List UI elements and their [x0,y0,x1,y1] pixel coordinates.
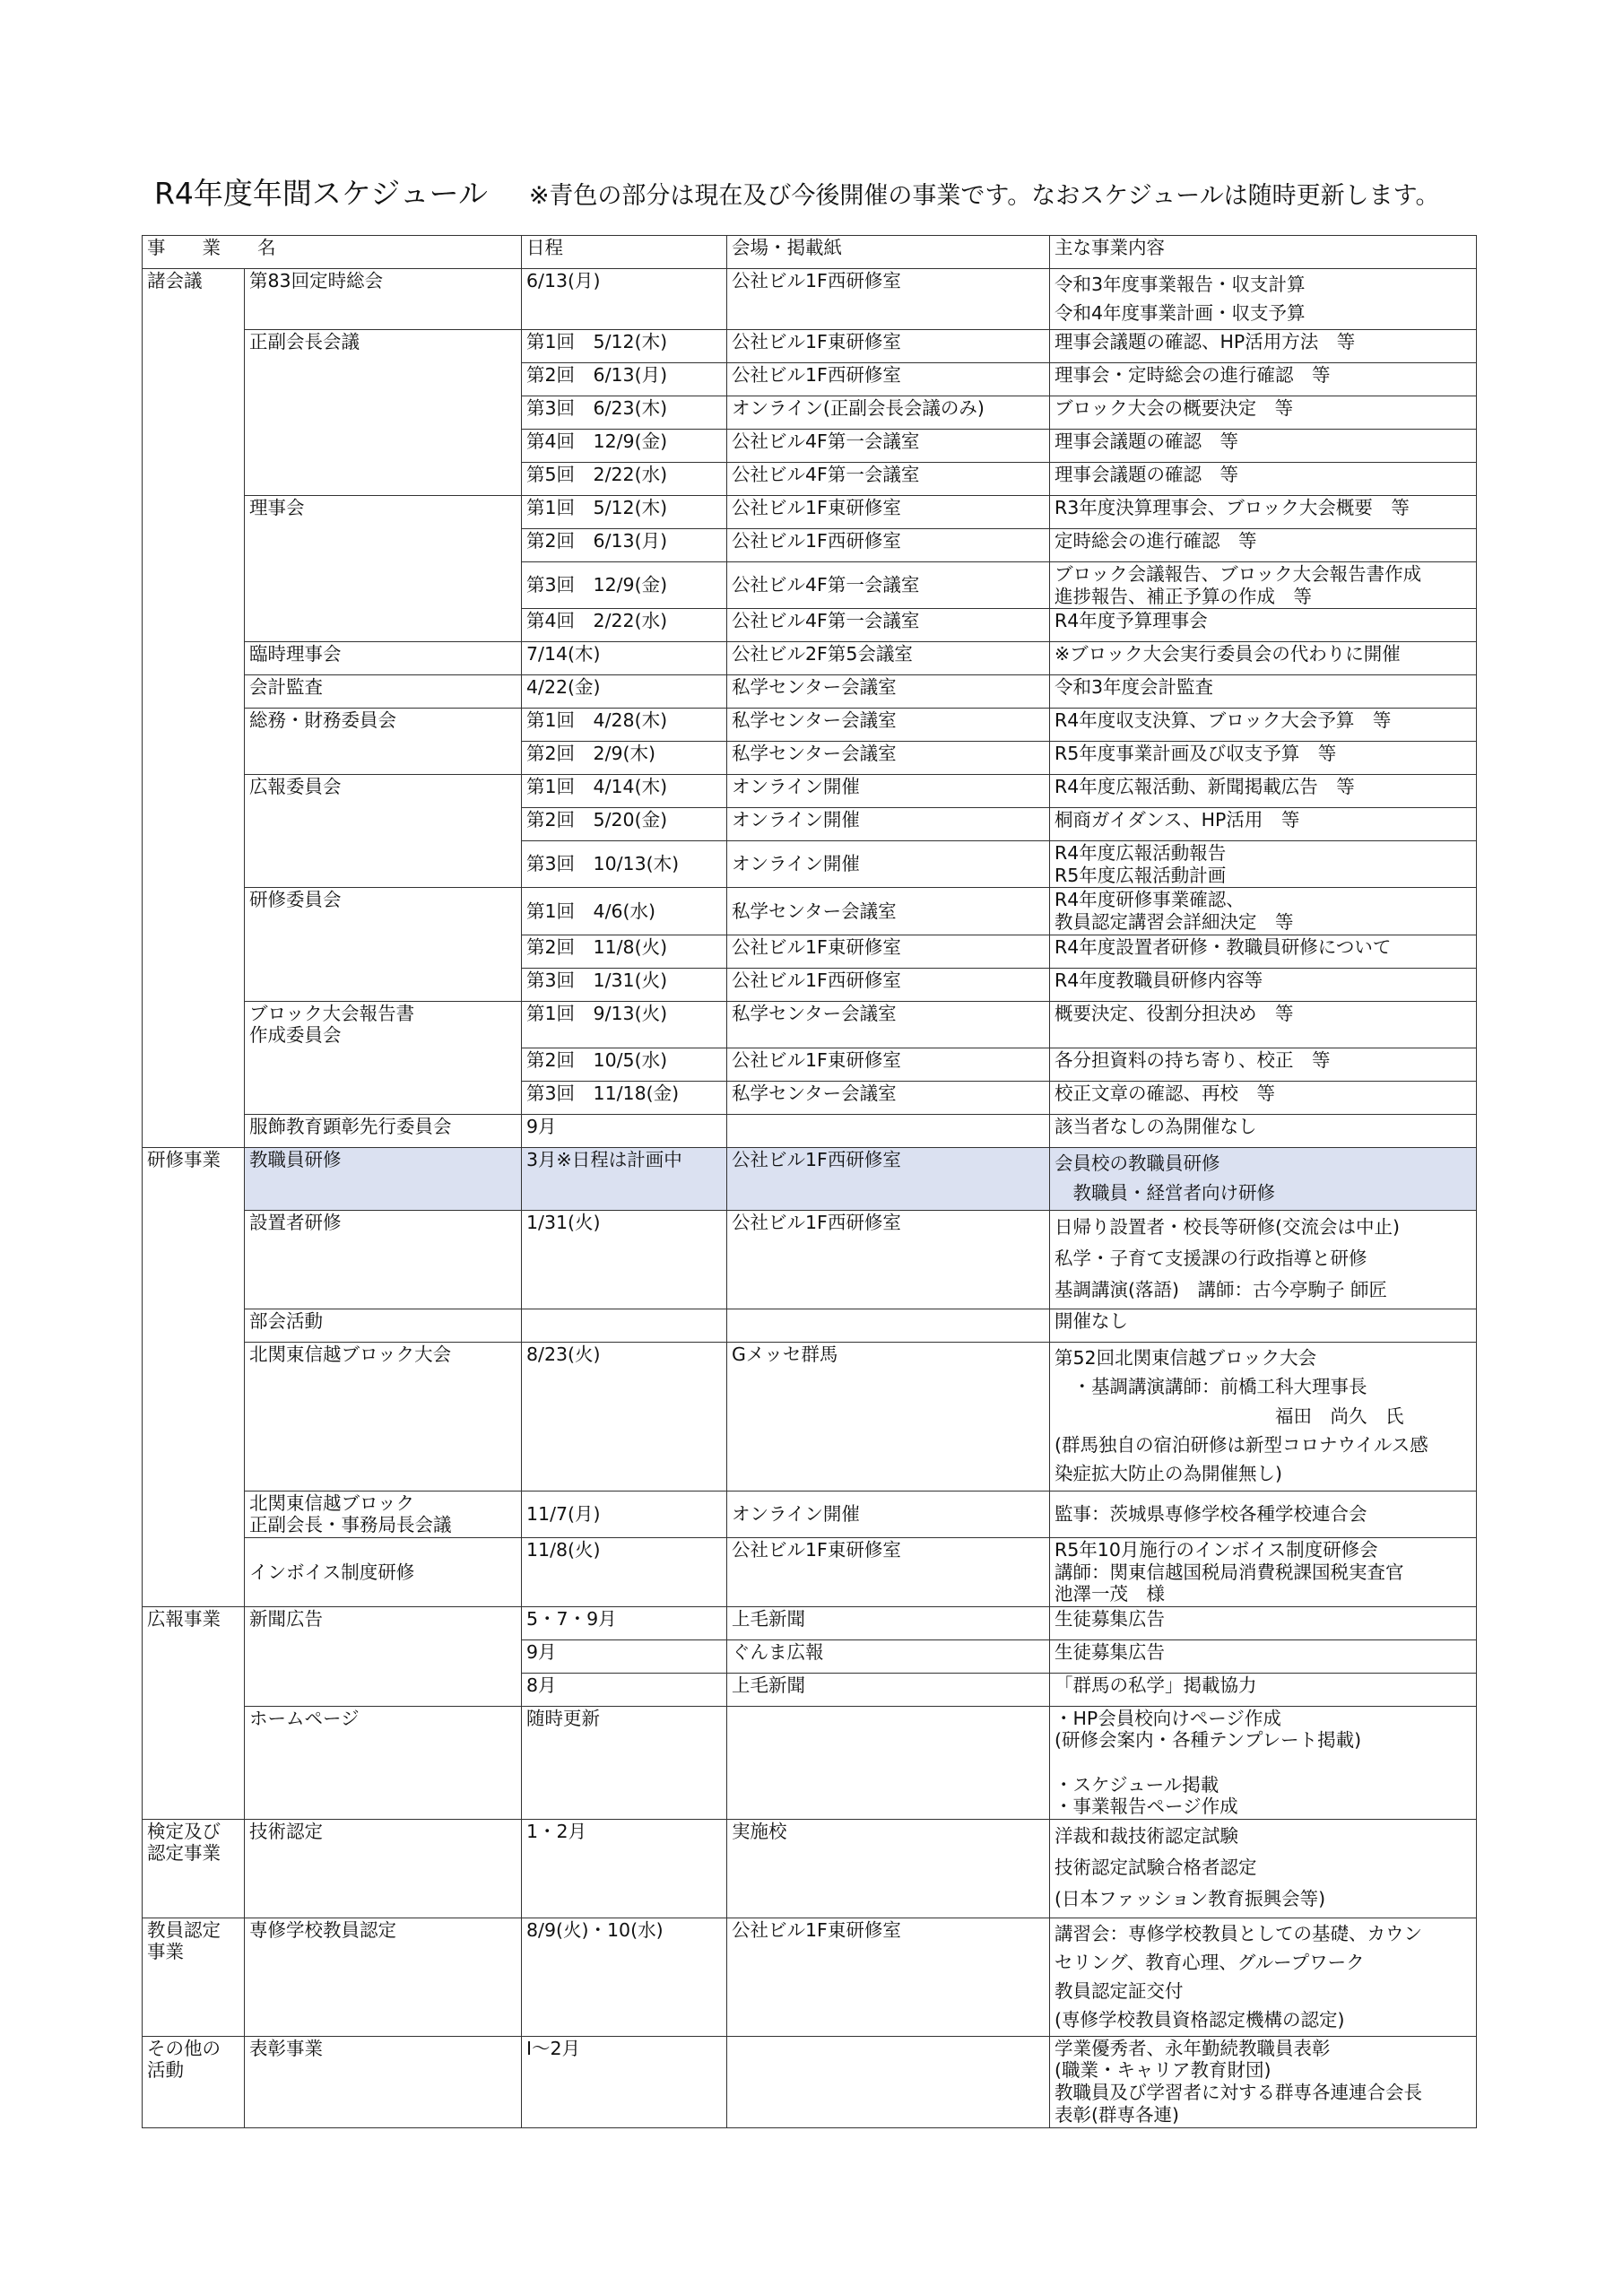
header-event-name: 事 業 名 [143,236,522,269]
content-cell [1050,529,1477,562]
content-line: 洋裁和裁技術認定試験 [1055,1824,1238,1847]
event-name-cell: 会計監査 [245,675,522,709]
date-cell: 9月 [522,1639,727,1673]
header-venue: 会場・掲載紙 [727,236,1050,269]
venue-cell: 公社ビル1F東研修室 [727,496,1050,529]
event-name-cell [245,529,522,562]
category-cell: 教員認定 事業 [143,1918,245,2036]
content-line: 理事会議題の確認 等 [1055,464,1238,485]
category-cell [143,496,245,529]
date-cell: 第4回 12/9(金) [522,430,727,463]
content-line: 生徒募集広告 [1055,1607,1165,1630]
venue-cell: 公社ビル1F東研修室 [727,1918,1050,2036]
event-name-cell [245,808,522,841]
content-cell [1050,935,1477,968]
content-cell [1050,1309,1477,1342]
content-cell [1050,463,1477,496]
event-name-cell: 部会活動 [245,1309,522,1342]
content-cell [1050,1673,1477,1706]
content-cell [1050,1081,1477,1114]
table-row [143,642,1477,675]
content-line: 理事会議題の確認、HP活用方法 等 [1055,331,1356,352]
category-cell [143,1114,245,1147]
content-line: 理事会・定時総会の進行確認 等 [1055,364,1331,386]
table-row [143,1114,1477,1147]
date-cell: 3月※日程は計画中 [522,1147,727,1210]
content-line: R4年度広報活動報告 [1055,842,1227,865]
date-cell: 第3回 10/13(木) [522,841,727,888]
table-row [143,2036,1477,2127]
table-row [143,1918,1477,2036]
date-cell: 8/23(火) [522,1342,727,1491]
venue-cell: 公社ビル4F第一会議室 [727,609,1050,642]
date-cell [522,1309,727,1342]
date-cell: 第1回 4/6(水) [522,888,727,935]
event-name-cell: 専修学校教員認定 [245,1918,522,2036]
date-cell: 第2回 10/5(水) [522,1048,727,1081]
venue-cell: オンライン開催 [727,808,1050,841]
category-cell [143,1210,245,1309]
venue-cell [727,1114,1050,1147]
date-cell: 第3回 11/18(金) [522,1081,727,1114]
venue-cell: 公社ビル1F東研修室 [727,330,1050,363]
event-name-cell [245,1673,522,1706]
table-row [143,1537,1477,1606]
category-cell [143,675,245,709]
content-line: R4年度予算理事会 [1055,610,1208,632]
event-name-cell: 正副会長会議 [245,330,522,363]
category-cell [143,1706,245,1819]
event-name-cell [245,742,522,775]
event-name-cell: 新聞広告 [245,1606,522,1639]
table-row [143,1639,1477,1673]
content-line: 講習会：専修学校教員としての基礎、カウン [1055,1922,1422,1944]
event-name-cell: ホームページ [245,1706,522,1819]
content-line: 生徒募集広告 [1055,1640,1165,1663]
table-row [143,496,1477,529]
content-line: ブロック会議報告、ブロック大会報告書作成 [1055,563,1422,585]
content-line: 基調講演(落語) 講師：古今亭駒子 師匠 [1055,1279,1388,1301]
category-cell [143,1001,245,1048]
content-cell [1050,1001,1477,1048]
category-cell [143,775,245,808]
content-line: R5年度事業計画及び収支予算 等 [1055,743,1337,765]
table-row [143,1819,1477,1918]
content-line: ・基調講演講師：前橋工科大理事長 [1055,1376,1367,1398]
category-cell [143,463,245,496]
event-name-cell [245,609,522,642]
table-row [143,888,1477,935]
category-cell [143,1342,245,1491]
category-cell [143,935,245,968]
venue-cell: 公社ビル1F東研修室 [727,935,1050,968]
venue-cell [727,1309,1050,1342]
venue-cell: 公社ビル1F西研修室 [727,529,1050,562]
table-row [143,808,1477,841]
table-row [143,1342,1477,1491]
content-cell [1050,742,1477,775]
content-cell [1050,269,1477,330]
event-name-cell [245,1639,522,1673]
table-row [143,1309,1477,1342]
category-cell [143,968,245,1001]
date-cell: 第1回 4/28(木) [522,709,727,742]
table-header-row [143,236,1477,269]
table-row [143,1491,1477,1537]
content-cell [1050,609,1477,642]
venue-cell: 公社ビル4F第一会議室 [727,463,1050,496]
table-row [143,529,1477,562]
date-cell: 8/9(火)・10(水) [522,1918,727,2036]
category-cell [143,841,245,888]
table-row [143,1210,1477,1309]
venue-cell [727,2036,1050,2127]
venue-cell: 公社ビル1F西研修室 [727,363,1050,396]
event-name-cell [245,562,522,609]
content-cell [1050,1537,1477,1606]
content-line: 福田 尚久 氏 [1055,1405,1404,1427]
venue-cell: 私学センター会議室 [727,675,1050,709]
content-line: 第52回北関東信越ブロック大会 [1055,1346,1317,1369]
category-cell [143,609,245,642]
event-name-cell: 北関東信越ブロック 正副会長・事務局長会議 [245,1491,522,1537]
content-line: (日本ファッション教育振興会等) [1055,1888,1326,1910]
table-row [143,1706,1477,1819]
content-cell [1050,496,1477,529]
table-row [143,463,1477,496]
content-line: ・スケジュール掲載 [1055,1773,1219,1796]
venue-cell: 公社ビル1F西研修室 [727,1147,1050,1210]
date-cell: 第1回 9/13(火) [522,1001,727,1048]
event-name-cell: 技術認定 [245,1819,522,1918]
content-line: 令和3年度事業報告・収支計算 [1055,274,1306,295]
table-row [143,742,1477,775]
event-name-cell: 総務・財務委員会 [245,709,522,742]
venue-cell: Gメッセ群馬 [727,1342,1050,1491]
category-cell: 諸会議 [143,269,245,330]
venue-cell: 実施校 [727,1819,1050,1918]
date-cell: 8月 [522,1673,727,1706]
content-cell [1050,808,1477,841]
content-line: (職業・キャリア教育財団) [1055,2059,1271,2082]
date-cell: 第1回 4/14(木) [522,775,727,808]
event-name-cell [245,363,522,396]
header-content: 主な事業内容 [1050,236,1477,269]
content-line: 進捗報告、補正予算の作成 等 [1055,585,1312,607]
event-name-cell: 臨時理事会 [245,642,522,675]
content-line: 令和3年度会計監査 [1055,676,1214,699]
date-cell: 第5回 2/22(水) [522,463,727,496]
content-line: (研修会案内・各種テンプレート掲載) [1055,1729,1362,1752]
content-line [1055,1752,1471,1774]
category-cell [143,396,245,430]
content-cell [1050,1114,1477,1147]
content-line: R4年度広報活動、新聞掲載広告 等 [1055,776,1355,798]
date-cell: 第1回 5/12(木) [522,496,727,529]
content-cell [1050,1639,1477,1673]
table-row [143,841,1477,888]
content-cell [1050,330,1477,363]
schedule-title: R4年度年間スケジュール [154,176,488,211]
content-line: R5年10月施行のインボイス制度研修会 [1055,1538,1378,1561]
table-row [143,1048,1477,1081]
event-name-cell [245,430,522,463]
content-line: 池澤一茂 様 [1055,1583,1165,1605]
date-cell: 1/31(火) [522,1210,727,1309]
date-cell: 1・2月 [522,1819,727,1918]
content-cell [1050,968,1477,1001]
table-row [143,709,1477,742]
content-line: ブロック大会の概要決定 等 [1055,397,1294,419]
venue-cell: オンライン(正副会長会議のみ) [727,396,1050,430]
date-cell: 第2回 2/9(木) [522,742,727,775]
date-cell: 第2回 11/8(火) [522,935,727,968]
content-line: 学業優秀者、永年勤続教職員表彰 [1055,2037,1331,2059]
table-row [143,1673,1477,1706]
content-cell [1050,709,1477,742]
event-name-cell: 第83回定時総会 [245,269,522,330]
event-name-cell: ブロック大会報告書 作成委員会 [245,1001,522,1048]
venue-cell: 私学センター会議室 [727,1081,1050,1114]
content-line: 該当者なしの為開催なし [1055,1115,1257,1137]
content-line: 教員認定講習会詳細決定 等 [1055,910,1294,933]
venue-cell: 公社ビル1F東研修室 [727,1048,1050,1081]
content-line: R4年度研修事業確認、 [1055,889,1245,911]
content-line: (専修学校教員資格認定機構の認定) [1055,2008,1345,2031]
event-name-cell [245,1048,522,1081]
category-cell: その他の 活動 [143,2036,245,2127]
content-cell [1050,1606,1477,1639]
content-line: R4年度設置者研修・教職員研修について [1055,935,1392,958]
event-name-cell: 北関東信越ブロック大会 [245,1342,522,1491]
category-cell [143,1537,245,1606]
content-line: 「群馬の私学」掲載協力 [1055,1674,1257,1696]
content-line: 概要決定、役割分担決め 等 [1055,1002,1294,1024]
category-cell [143,330,245,363]
date-cell: 6/13(月) [522,269,727,330]
event-name-cell [245,463,522,496]
content-line: 校正文章の確認、再校 等 [1055,1082,1275,1104]
content-line: 日帰り設置者・校長等研修(交流会は中止) [1055,1215,1400,1238]
content-cell [1050,1491,1477,1537]
table-row [143,609,1477,642]
category-cell [143,1639,245,1673]
table-row [143,935,1477,968]
category-cell [143,1491,245,1537]
event-name-cell: 表彰事業 [245,2036,522,2127]
venue-cell: 公社ビル1F西研修室 [727,1210,1050,1309]
category-cell [143,888,245,935]
content-line: R3年度決算理事会、ブロック大会概要 等 [1055,497,1410,518]
table-row [143,1606,1477,1639]
date-cell: 第3回 1/31(火) [522,968,727,1001]
content-line: ※ブロック大会実行委員会の代わりに開催 [1055,643,1401,665]
date-cell: 9月 [522,1114,727,1147]
table-row [143,330,1477,363]
venue-cell: 公社ビル1F西研修室 [727,968,1050,1001]
venue-cell [727,1706,1050,1819]
venue-cell: 公社ビル4F第一会議室 [727,430,1050,463]
content-line: 令和4年度事業計画・収支予算 [1055,302,1306,324]
event-name-cell: 教職員研修 [245,1147,522,1210]
event-name-cell: 服飾教育顕彰先行委員会 [245,1114,522,1147]
content-cell [1050,675,1477,709]
venue-cell: 私学センター会議室 [727,709,1050,742]
venue-cell: 公社ビル4F第一会議室 [727,562,1050,609]
date-cell: 第2回 6/13(月) [522,529,727,562]
content-cell [1050,888,1477,935]
date-cell: 第2回 6/13(月) [522,363,727,396]
venue-cell: オンライン開催 [727,775,1050,808]
event-name-cell: 設置者研修 [245,1210,522,1309]
content-cell [1050,430,1477,463]
table-row [143,675,1477,709]
schedule-table [142,235,1477,2128]
schedule-note: ※青色の部分は現在及び今後開催の事業です。なおスケジュールは随時更新します。 [528,182,1440,210]
content-cell [1050,1210,1477,1309]
content-line: 監事：茨城県専修学校各種学校連合会 [1055,1503,1367,1526]
content-line: 教員認定証交付 [1055,1979,1184,2002]
date-cell: 第1回 5/12(木) [522,330,727,363]
venue-cell: 私学センター会議室 [727,888,1050,935]
content-cell [1050,775,1477,808]
category-cell [143,430,245,463]
category-cell [143,742,245,775]
date-cell: 5・7・9月 [522,1606,727,1639]
content-cell [1050,396,1477,430]
venue-cell: 私学センター会議室 [727,742,1050,775]
date-cell: 第3回 12/9(金) [522,562,727,609]
content-line: R4年度教職員研修内容等 [1055,969,1263,991]
venue-cell: ぐんま広報 [727,1639,1050,1673]
content-line: (群馬独自の宿泊研修は新型コロナウイルス感 [1055,1433,1428,1456]
content-cell [1050,1819,1477,1918]
category-cell [143,709,245,742]
table-row [143,1147,1477,1210]
content-line: 開催なし [1055,1309,1128,1332]
event-name-cell [245,396,522,430]
category-cell [143,562,245,609]
event-name-cell: 研修委員会 [245,888,522,935]
category-cell: 検定及び 認定事業 [143,1819,245,1918]
content-line: 桐商ガイダンス、HP活用 等 [1055,809,1300,831]
table-row [143,396,1477,430]
venue-cell: オンライン開催 [727,841,1050,888]
category-cell [143,1048,245,1081]
table-row [143,1081,1477,1114]
date-cell: 第3回 6/23(木) [522,396,727,430]
event-name-cell [245,841,522,888]
content-line: 私学・子育て支援課の行政指導と研修 [1055,1248,1367,1270]
category-cell [143,1081,245,1114]
date-cell: 11/8(火) [522,1537,727,1606]
date-cell: Ⅰ～2月 [522,2036,727,2127]
category-cell: 広報事業 [143,1606,245,1639]
venue-cell: 公社ビル1F東研修室 [727,1537,1050,1606]
event-name-cell: インボイス制度研修 [245,1537,522,1606]
table-row [143,363,1477,396]
venue-cell: オンライン開催 [727,1491,1050,1537]
table-row [143,775,1477,808]
content-line: R4年度収支決算、ブロック大会予算 等 [1055,709,1392,732]
venue-cell: 公社ビル2F第5会議室 [727,642,1050,675]
header-date: 日程 [522,236,727,269]
category-cell [143,363,245,396]
date-cell: 11/7(月) [522,1491,727,1537]
content-line: セリング、教育心理、グループワーク [1055,1951,1365,1973]
date-cell: 随時更新 [522,1706,727,1819]
event-name-cell [245,935,522,968]
content-cell [1050,841,1477,888]
content-line: 表彰(群専各連) [1055,2103,1179,2126]
content-cell [1050,1048,1477,1081]
content-line: 教職員及び学習者に対する群専各連連合会長 [1055,2081,1422,2103]
content-cell [1050,1918,1477,2036]
category-cell [143,1309,245,1342]
page-title [154,170,1440,213]
category-cell [143,642,245,675]
table-row [143,968,1477,1001]
venue-cell: 上毛新聞 [727,1673,1050,1706]
content-line: 理事会議題の確認 等 [1055,430,1238,452]
category-cell [143,808,245,841]
date-cell: 第4回 2/22(水) [522,609,727,642]
table-row [143,1001,1477,1048]
table-row [143,562,1477,609]
content-line: 技術認定試験合格者認定 [1055,1857,1257,1879]
content-cell [1050,2036,1477,2127]
category-cell [143,529,245,562]
content-line: 各分担資料の持ち寄り、校正 等 [1055,1048,1331,1071]
content-line: 染症拡大防止の為開催無し) [1055,1463,1282,1485]
table-row [143,269,1477,330]
event-name-cell [245,968,522,1001]
date-cell: 第2回 5/20(金) [522,808,727,841]
content-line: 会員校の教職員研修 [1055,1152,1220,1174]
content-line: 講師：関東信越国税局消費税課国税実査官 [1055,1561,1404,1583]
content-line: ・事業報告ページ作成 [1055,1796,1238,1818]
content-cell [1050,1706,1477,1819]
content-line: 教職員・経営者向け研修 [1055,1181,1275,1204]
category-cell: 研修事業 [143,1147,245,1210]
event-name-cell: 広報委員会 [245,775,522,808]
date-cell: 7/14(木) [522,642,727,675]
date-cell: 4/22(金) [522,675,727,709]
content-line: ・HP会員校向けページ作成 [1055,1707,1281,1729]
event-name-cell: 理事会 [245,496,522,529]
content-cell [1050,1147,1477,1210]
event-name-cell [245,1081,522,1114]
content-line: 定時総会の進行確認 等 [1055,530,1257,552]
venue-cell: 私学センター会議室 [727,1001,1050,1048]
table-row [143,430,1477,463]
venue-cell: 公社ビル1F西研修室 [727,269,1050,330]
content-line: R5年度広報活動計画 [1055,864,1227,886]
content-cell [1050,363,1477,396]
category-cell [143,1673,245,1706]
content-cell [1050,562,1477,609]
venue-cell: 上毛新聞 [727,1606,1050,1639]
content-cell [1050,1342,1477,1491]
content-cell [1050,642,1477,675]
